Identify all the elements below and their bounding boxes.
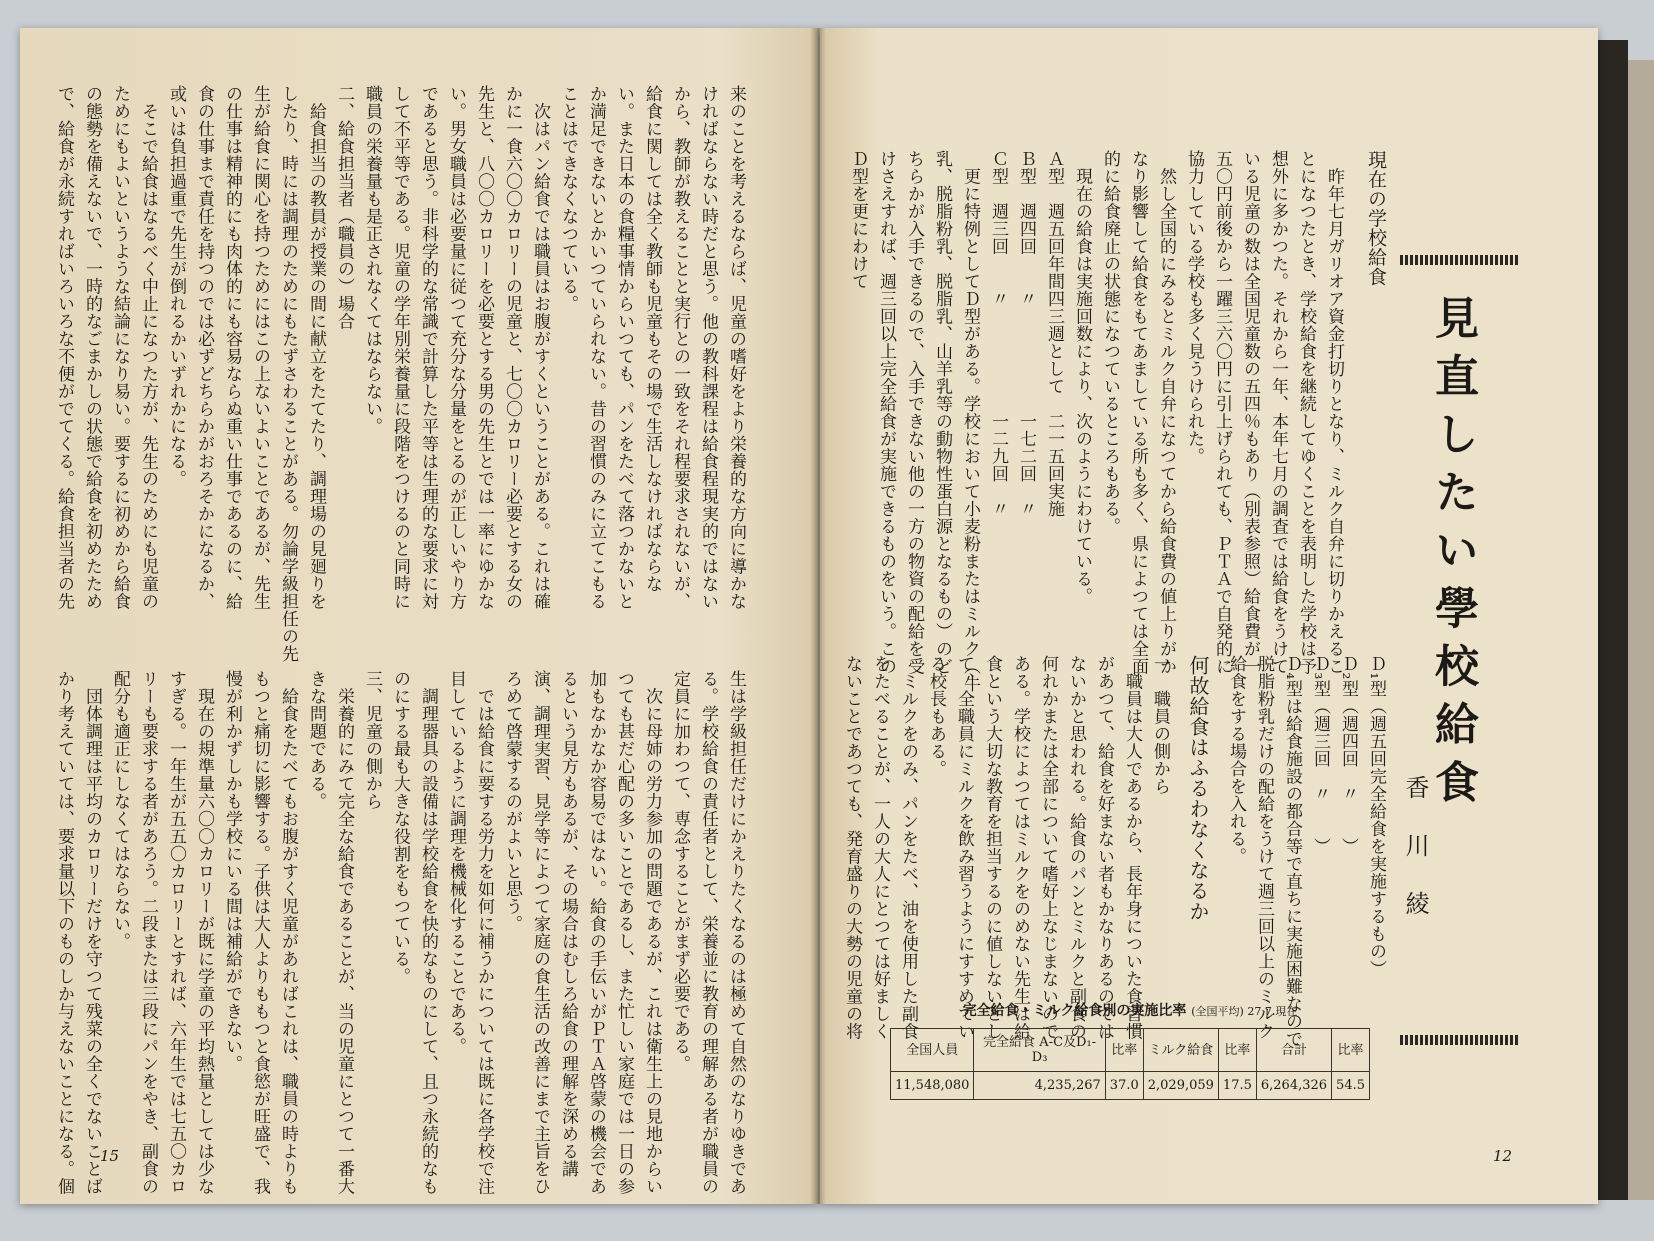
left-bottom-text-column: 演、調理実習、見学等によつて家庭の食生活の改善にまで主旨をひ (530, 670, 550, 1195)
left-top-text-column: の仕事は精神的にも肉体的にも容易ならぬ重い仕事であるのに、給 (222, 85, 242, 610)
right-top-text-column: なり影響して給食をもてあましている所も多く、県によつては全面 (1128, 150, 1148, 675)
left-top-text-column: 先生と、八〇〇カロリーを必要とする男の先生とでは一率にゆかな (474, 85, 494, 610)
right-bottom-text-column: ないことであつても、発育盛りの大勢の児童の将 (842, 655, 862, 1040)
right-top-text-column: Ｄ型を更にわけて (848, 150, 868, 290)
left-top-text-column: そこで給食はなるべく中止になつた方が、先生のためにも児童の (138, 85, 158, 610)
left-top-text-column: 食の仕事まで責任を持つのでは必ずどちらかがおろそかになるか、 (194, 85, 214, 610)
right-top-text-column: 的に給食廃止の状態になつているところもある。 (1100, 150, 1120, 535)
right-top-text-column: 協力している学校も多く見うけられた。 (1184, 150, 1204, 465)
statistics-table (890, 1028, 1370, 1100)
left-top-text-column: かに一食六〇〇カロリーの児童と、七〇〇カロリー必要とする女の (502, 85, 522, 610)
table-cell: 54.5 (1332, 1072, 1370, 1100)
right-bottom-text-column: Ｄ₁型（週五回完全給食を実施するもの） (1366, 655, 1386, 978)
table-cell: 37.0 (1105, 1072, 1143, 1100)
page-number-left: 15 (100, 1147, 120, 1165)
right-bottom-text-column: ある。学校によつてはミルクをのめない先生は給 (1010, 655, 1030, 1040)
left-top-text-column: 二、給食担当者（職員の）場合 (334, 85, 354, 330)
table-header-cell: 比率 (1105, 1029, 1143, 1072)
right-bottom-text-column: る校長もある。 (926, 655, 946, 778)
book-spine (810, 28, 826, 1204)
right-bottom-text-column: て、全職員にミルクを飲み習うようにすすめてい (954, 655, 974, 1040)
right-bottom-text-column: ミルクをのみ、パンをたべ、油を使用した副食 (898, 655, 918, 1040)
left-top-text-column: ことはできなくなつている。 (558, 85, 578, 313)
right-top-text-column: 五〇円前後から一躍三六〇円に引上げられても、ＰＴＡで自発的に (1212, 150, 1232, 675)
left-bottom-text-column: もつと痛切に影響する。子供は大人よりももつと食慾が旺盛で、我 (250, 670, 270, 1195)
left-top-text-column: したり、時には調理のためにもたずさわることがある。勿論学級担任の先 (278, 85, 298, 663)
right-top-text-column: とになつたとき、学校給食を継続してゆくことを表明した学校は予 (1296, 150, 1316, 675)
table-row (891, 1072, 1370, 1100)
left-top-text-column: 生が給食に関心を持つためにはこの上ないよいことであるが、先生 (250, 85, 270, 610)
back-page-edge (1626, 60, 1654, 1200)
table-title-note: (全国平均) 27.7.現在 (1191, 1005, 1298, 1018)
table-header-cell: 完全給食 A-C及D₁-D₃ (974, 1029, 1105, 1072)
table-header-cell: 合計 (1256, 1029, 1331, 1072)
left-top-text-column: 来のことを考えるならば、児童の嗜好をより栄養的な方向に導かな (726, 85, 746, 610)
article-author: 香川綾 (1401, 775, 1429, 949)
left-bottom-text-column: では給食に要する労力を如何に補うかについては既に各学校で注 (474, 670, 494, 1195)
back-cover (1598, 40, 1628, 1200)
table-header-cell: ミルク給食 (1143, 1029, 1218, 1072)
left-bottom-text-column: 次に母姉の労力参加の問題であるが、これは衛生上の見地からい (642, 670, 662, 1195)
left-top-text-column: ければならない時だと思う。他の教科課程は給食程現実的ではない (698, 85, 718, 610)
table-cell: 17.5 (1218, 1072, 1256, 1100)
left-bottom-text-column: 定員に加わつて、専念することがまず必要である。 (670, 670, 690, 1073)
left-top-text-column: ためにもよいというような結論になり易い。要するに初めから給食 (110, 85, 130, 610)
right-bottom-text-column: 給食をする場合を入れる。 (1226, 655, 1246, 865)
right-bottom-text-column: 食という大切な教育を担当するのに値しないとし (982, 655, 1002, 1040)
right-top-text-column: 更に特例としてＤ型がある。学校において小麦粉またはミルク（牛 (960, 150, 980, 693)
table-cell: 11,548,080 (891, 1072, 974, 1100)
left-bottom-text-column: 慢が利かずしかも学校にいる間は補給ができない。 (222, 670, 242, 1073)
right-bottom-text-column: ないかと思われる。給食のパンとミルクと副食の (1066, 655, 1086, 1040)
right-bottom-text-column: Ｄ₂型（週四回 〃 ） (1338, 655, 1358, 855)
left-bottom-text-column: きな問題である。 (306, 670, 326, 810)
left-top-text-column: 次はパン給食では職員はお腹がすくということがある。これは確 (530, 85, 550, 610)
left-top-text-column: から、教師が教えることと実行との一致をそれ程要求されないが、 (670, 85, 690, 610)
left-bottom-text-column: 調理器具の設備は学校給食を快的なものにして、且つ永続的なも (418, 670, 438, 1195)
table-cell: 2,029,059 (1143, 1072, 1218, 1100)
right-bottom-text-column: 脱脂粉乳だけの配給をうけて週三回以上のミルク (1254, 655, 1274, 1040)
right-top-text-column: 乳、脱脂粉乳、脱脂乳、山羊乳等の動物性蛋白源となるもの）のど (932, 150, 952, 675)
left-top-text-column: であると思う。非科学的な常識で計算した平等は生理的な要求に対 (418, 85, 438, 610)
left-bottom-text-column: 配分も適正にしなくてはならない。 (110, 670, 130, 950)
right-top-text-column: 現在の給食は実施回数により、次のようにわけている。 (1072, 150, 1092, 605)
left-top-text-column: の態勢を備えないで、一時的なごまかしの状態で給食を初めたため (82, 85, 102, 610)
table-header-cell: 比率 (1332, 1029, 1370, 1072)
table-header-cell: 比率 (1218, 1029, 1256, 1072)
right-bottom-text-column: Ｄ₄型は給食施設の都合等で直ちに実施困難なので (1282, 655, 1302, 1048)
right-top-text-column: 想外に多かつた。それから一年、本年七月の調査では給食をうけて (1268, 150, 1288, 675)
right-top-text-column: けさえすれば、週三回以上完全給食が実施できるものをいう。この (876, 150, 896, 675)
right-bottom-text-column: Ｄ₃型（週三回 〃 ） (1310, 655, 1330, 855)
left-page-top-text (54, 85, 750, 663)
article-title: 見直したい學校給食 (1427, 295, 1478, 817)
right-bottom-text-column: 何故給食はふるわなくなるか (1186, 655, 1210, 922)
section-heading-current: 現在の学校給食 (1365, 150, 1387, 287)
right-bottom-text-column: 何れかまたは全部について嗜好上なじまないので (1038, 655, 1058, 1040)
title-rule-bottom (1400, 1035, 1520, 1045)
left-bottom-text-column: 栄養的にみて完全な給食であることが、当の児童にとつて一番大 (334, 670, 354, 1195)
left-bottom-text-column: 加もなかなか容易ではない。給食の手伝いがＰＴＡ啓蒙の機会であ (586, 670, 606, 1195)
statistics-table-block (890, 1000, 1370, 1100)
left-top-text-column: い。男女職員は必要量に従つて充分な分量をとるのが正しいやり方 (446, 85, 466, 610)
left-top-text-column: 給食に関しては全く教師も児童もその場で生活しなければならな (642, 85, 662, 593)
table-title-text: 完全給食・ミルク給食別の実施比率 (962, 1003, 1187, 1019)
table-cell: 4,235,267 (974, 1072, 1105, 1100)
left-bottom-text-column: 生は学級担任だけにかえりたくなるのは極めて自然のなりゆきであ (726, 670, 746, 1195)
right-top-text-column: 昨年七月ガリオア資金打切りとなり、ミルク自弁に切りかえるこ (1324, 150, 1344, 675)
right-top-text-column: ちらかが入手できるので、入手できない他の一方の物資の配給を受 (904, 150, 924, 675)
left-top-text-column: 給食担当の教員が授業の間に献立をたてたり、調理場の見廻りを (306, 85, 326, 610)
left-bottom-text-column: 給食をたべてもお腹がすく児童があればこれは、職員の時よりも (278, 670, 298, 1195)
left-bottom-text-column: 現在の規準量六〇〇カロリーが既に学童の平均熱量としては少な (194, 670, 214, 1195)
left-top-text-column: 職員の栄養量も是正されなくてはならない。 (362, 85, 382, 435)
left-top-text-column: い。また日本の食糧事情からいつても、パンをたべて落つかないと (614, 85, 634, 610)
title-rule-top (1400, 255, 1520, 265)
right-bottom-text-column: をたべることが、一人の大人にとつては好ましく (870, 655, 890, 1040)
right-top-text-column: いる児童の数は全国児童数の五四％もあり（別表参照）給食費が一 (1240, 150, 1260, 675)
left-bottom-text-column: るという見方もあるが、その場合はむしろ給食の理解を深める講 (558, 670, 578, 1178)
left-top-text-column: して不平等である。児童の学年別栄養量に段階をつけるのと同時に (390, 85, 410, 610)
left-bottom-text-column: 三、児童の側から (362, 670, 382, 810)
left-bottom-text-column: リーも要求する者があろう。二段または三段にパンをやき、副食の (138, 670, 158, 1195)
right-bottom-text-column: があつて、給食を好まない者もかなりあるのでは (1094, 655, 1114, 1040)
right-bottom-text-column: 一 職員の側から (1150, 655, 1170, 795)
table-header-cell: 全国人員 (891, 1029, 974, 1072)
table-cell: 6,264,326 (1256, 1072, 1331, 1100)
right-top-text-column: Ｃ型 週三回 〃 一二九回 〃 (988, 150, 1008, 518)
left-bottom-text-column: かり考えていては、要求量以下のものしか与えないことになる。個 (54, 670, 74, 1195)
left-bottom-text-column: 目しているように調理を機械化することである。 (446, 670, 466, 1055)
left-bottom-text-column: ろめて啓蒙するのがよいと思う。 (502, 670, 522, 933)
right-page-top-text (848, 150, 1390, 693)
left-top-text-column: か満足できないとかいつていられない。昔の習慣のみに立てこもる (586, 85, 606, 610)
table-header-row (891, 1029, 1370, 1072)
table-title (890, 1000, 1370, 1020)
left-bottom-text-column: つても甚だ心配の多いことであるし、また忙しい家庭では一日の参 (614, 670, 634, 1195)
right-bottom-text-column: 職員は大人であるから、長年身についた食習慣 (1122, 655, 1142, 1040)
right-top-text-column: 然し全国的にみるとミルク自弁になつてから給食費の値上りがか (1156, 150, 1176, 675)
page-number-right: 12 (1493, 1147, 1513, 1165)
right-top-text-column: Ｂ型 週四回 〃 一七二回 〃 (1016, 150, 1036, 518)
left-bottom-text-column: すぎる。一年生が五五〇カロリーとすれば、六年生では七五〇カロ (166, 670, 186, 1195)
left-top-text-column: で、給食が永続すればいろいろな不便がでてくる。給食担当者の先 (54, 85, 74, 610)
right-top-text-column: Ａ型 週五回年間四三週として 二一五回実施 (1044, 150, 1064, 518)
left-bottom-text-column: のにする最も大きな役割をもつている。 (390, 670, 410, 985)
left-bottom-text-column: 団体調理は平均のカロリーだけを守つて残菜の全くでないことば (82, 670, 102, 1195)
left-bottom-text-column: る。学校給食の責任者として、栄養並に教育の理解ある者が職員の (698, 670, 718, 1195)
left-top-text-column: 或いは負担過重で先生が倒れるかいずれかになる。 (166, 85, 186, 488)
